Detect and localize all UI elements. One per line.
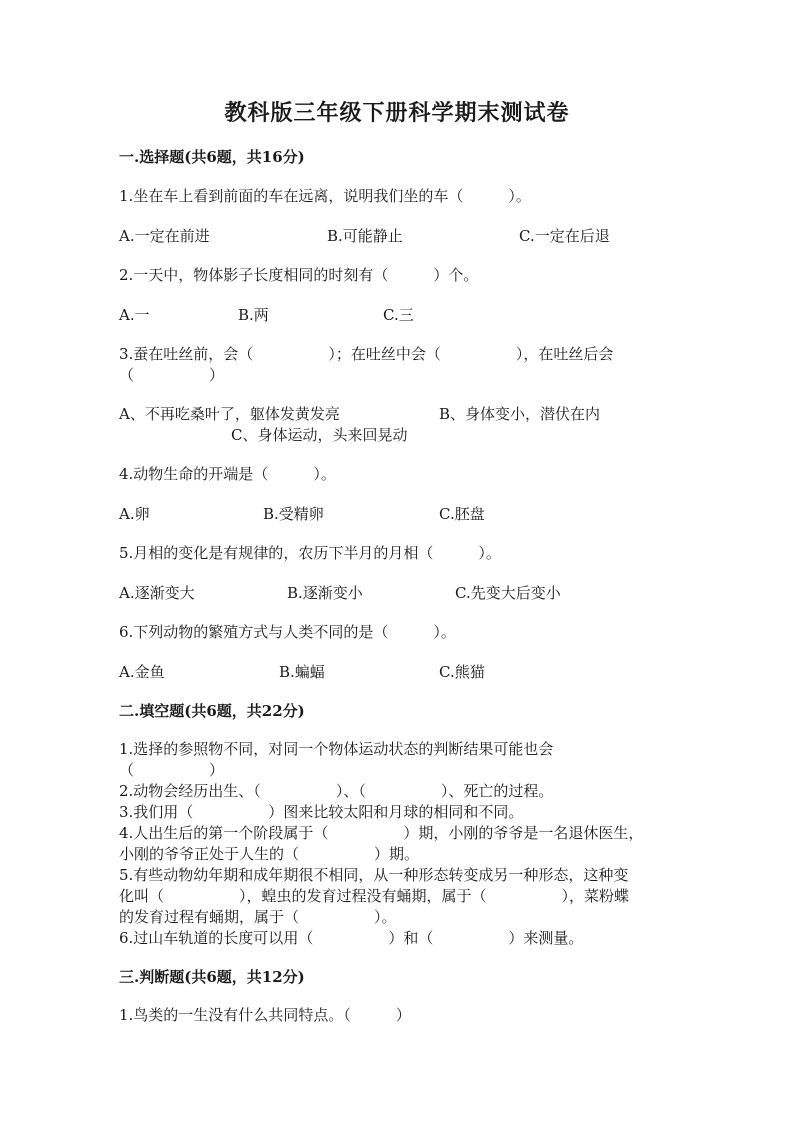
- q5-option-c: C.先变大后变小: [455, 584, 561, 602]
- section1-heading: 一.选择题(共6题，共16分): [119, 148, 305, 166]
- q3-option-b: B、身体变小，潜伏在内: [439, 405, 601, 423]
- question-3-text-cont: （ ）: [119, 366, 225, 384]
- q3-option-a: A、不再吃桑叶了，躯体发黄发亮: [119, 405, 340, 423]
- question-2-text: 2.一天中，物体影子长度相同的时刻有（ ）个。: [119, 266, 479, 284]
- fill-line-6: 小刚的爷爷正处于人生的（ ）期。: [119, 845, 420, 863]
- question-4-text: 4.动物生命的开端是（ ）。: [119, 465, 336, 483]
- q1-option-b: B.可能静止: [327, 227, 403, 245]
- fill-line-9: 的发育过程有蛹期，属于（ ）。: [119, 908, 397, 926]
- fill-line-4: 3.我们用（ ）图来比较太阳和月球的相同和不同。: [119, 803, 524, 821]
- q4-option-c: C.胚盘: [439, 505, 485, 523]
- q6-option-c: C.熊猫: [439, 663, 485, 681]
- fill-line-7: 5.有些动物幼年期和成年期很不相同，从一种形态转变成另一种形态，这种变: [119, 866, 629, 884]
- q5-option-a: A.逐渐变大: [119, 584, 195, 602]
- q2-option-a: A.一: [119, 306, 150, 324]
- fill-line-10: 6.过山车轨道的长度可以用（ ）和（ ）来测量。: [119, 929, 584, 947]
- section3-heading: 三.判断题(共6题，共12分): [119, 968, 305, 986]
- question-6-text: 6.下列动物的繁殖方式与人类不同的是（ ）。: [119, 623, 456, 641]
- q1-option-c: C.一定在后退: [519, 227, 610, 245]
- question-1-text: 1.坐在车上看到前面的车在远离，说明我们坐的车（ ）。: [119, 187, 531, 205]
- q4-option-a: A.卵: [119, 505, 150, 523]
- question-5-text: 5.月相的变化是有规律的，农历下半月的月相（ ）。: [119, 544, 501, 562]
- q2-option-c: C.三: [383, 306, 414, 324]
- question-3-text: 3.蚕在吐丝前，会（ ）；在吐丝中会（ ），在吐丝后会: [119, 345, 614, 363]
- q5-option-b: B.逐渐变小: [287, 584, 363, 602]
- fill-line-3: 2.动物会经历出生、（ ）、（ ）、死亡的过程。: [119, 782, 554, 800]
- q6-option-a: A.金鱼: [119, 663, 165, 681]
- fill-line-1: 1.选择的参照物不同，对同一个物体运动状态的判断结果可能也会: [119, 740, 554, 758]
- fill-line-8: 化叫（ ），蝗虫的发育过程没有蛹期，属于（ ），菜粉蝶: [119, 887, 630, 905]
- fill-line-5: 4.人出生后的第一个阶段属于（ ）期，小刚的爷爷是一名退休医生，: [119, 824, 644, 842]
- q3-option-c: C、身体运动，头来回晃动: [231, 426, 408, 444]
- q2-option-b: B.两: [238, 306, 269, 324]
- judge-question-1: 1.鸟类的一生没有什么共同特点。（ ）: [119, 1006, 411, 1024]
- section2-heading: 二.填空题(共6题，共22分): [119, 702, 305, 720]
- q1-option-a: A.一定在前进: [119, 227, 210, 245]
- q4-option-b: B.受精卵: [263, 505, 324, 523]
- page-title: 教科版三年级下册科学期末测试卷: [224, 100, 570, 126]
- fill-line-2: （ ）: [119, 761, 225, 779]
- q6-option-b: B.蝙蝠: [279, 663, 325, 681]
